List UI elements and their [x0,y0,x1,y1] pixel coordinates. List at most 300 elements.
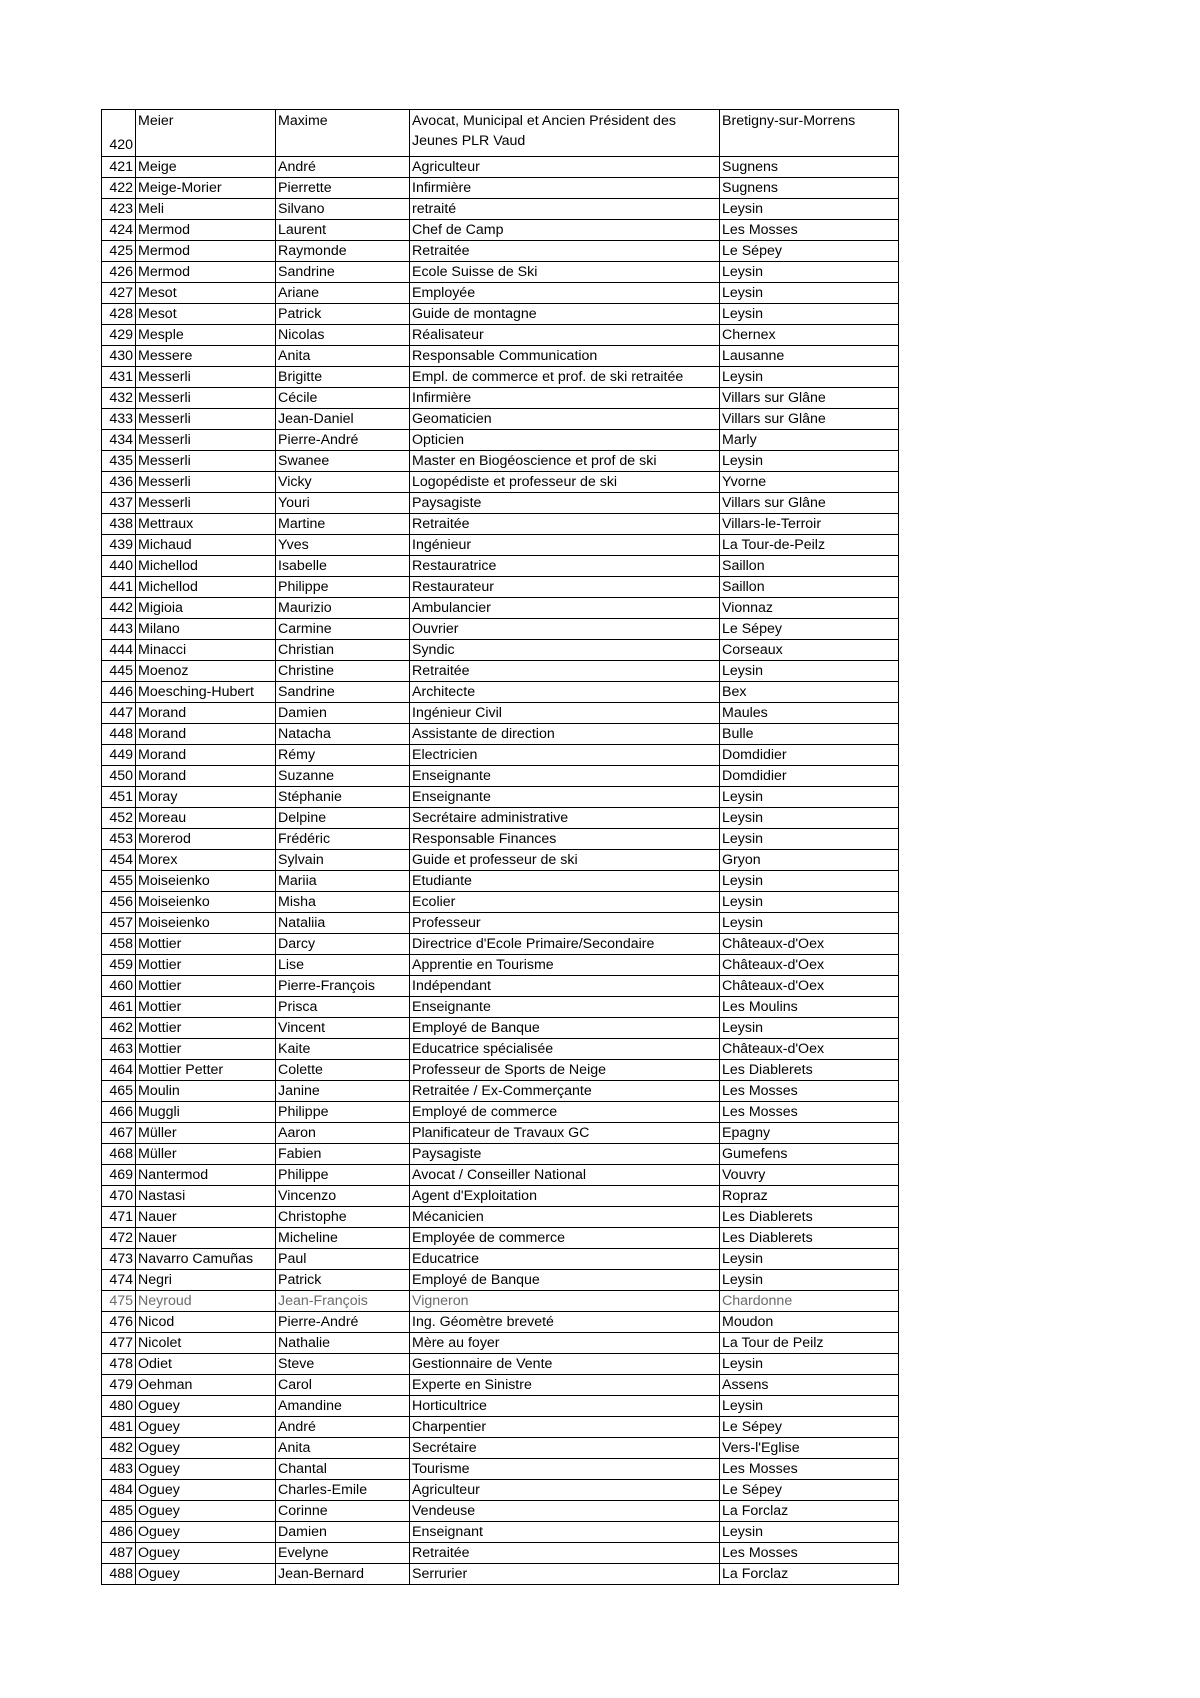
locality-cell: Leysin [720,871,899,892]
profession-cell: retraité [410,199,720,220]
profession-cell: Horticultrice [410,1396,720,1417]
row-number-cell: 457 [102,913,136,934]
first-name-cell: Sandrine [276,262,410,283]
row-number-cell: 452 [102,808,136,829]
table-row [102,535,899,556]
locality-cell: Le Sépey [720,619,899,640]
row-number-cell: 432 [102,388,136,409]
locality-cell: Bex [720,682,899,703]
profession-cell: Mécanicien [410,1207,720,1228]
row-number-cell: 464 [102,1060,136,1081]
first-name-cell: Philippe [276,577,410,598]
locality-cell: Les Diablerets [720,1207,899,1228]
first-name-cell: Amandine [276,1396,410,1417]
locality-cell: Le Sépey [720,1417,899,1438]
last-name-cell: Oguey [136,1564,276,1585]
table-row [102,724,899,745]
locality-cell: Leysin [720,1522,899,1543]
row-number-cell: 469 [102,1165,136,1186]
locality-cell: Leysin [720,451,899,472]
last-name-cell: Navarro Camuñas [136,1249,276,1270]
locality-cell: Leysin [720,1249,899,1270]
table-row [102,913,899,934]
table-row [102,1165,899,1186]
row-number-cell: 447 [102,703,136,724]
last-name-cell: Oguey [136,1438,276,1459]
table-row [102,1039,899,1060]
first-name-cell: Jean-Daniel [276,409,410,430]
first-name-cell: Pierre-André [276,430,410,451]
table-row [102,262,899,283]
row-number-cell: 476 [102,1312,136,1333]
row-number-cell: 437 [102,493,136,514]
locality-cell: Leysin [720,787,899,808]
row-number-cell: 467 [102,1123,136,1144]
profession-cell: Indépendant [410,976,720,997]
profession-cell: Employée de commerce [410,1228,720,1249]
table-row [102,1396,899,1417]
last-name-cell: Mermod [136,262,276,283]
profession-cell: Planificateur de Travaux GC [410,1123,720,1144]
last-name-cell: Milano [136,619,276,640]
row-number-cell: 465 [102,1081,136,1102]
first-name-cell: Aaron [276,1123,410,1144]
first-name-cell: Laurent [276,220,410,241]
profession-cell: Chef de Camp [410,220,720,241]
locality-cell: Vers-l'Eglise [720,1438,899,1459]
last-name-cell: Messerli [136,367,276,388]
last-name-cell: Moreau [136,808,276,829]
profession-cell: Retraitée / Ex-Commerçante [410,1081,720,1102]
profession-cell: Ecolier [410,892,720,913]
table-row [102,1207,899,1228]
row-number-cell: 453 [102,829,136,850]
first-name-cell: Pierre-André [276,1312,410,1333]
first-name-cell: Swanee [276,451,410,472]
first-name-cell: Janine [276,1081,410,1102]
table-row [102,1186,899,1207]
profession-cell: Ingénieur [410,535,720,556]
first-name-cell: Patrick [276,304,410,325]
row-number-cell: 484 [102,1480,136,1501]
table-row [102,241,899,262]
profession-cell: Retraitée [410,661,720,682]
row-number-cell: 461 [102,997,136,1018]
profession-cell: Assistante de direction [410,724,720,745]
locality-cell: Le Sépey [720,1480,899,1501]
locality-cell: Leysin [720,262,899,283]
table-row [102,1060,899,1081]
row-number-cell: 463 [102,1039,136,1060]
profession-cell: Retraitée [410,1543,720,1564]
locality-cell: La Tour-de-Peilz [720,535,899,556]
profession-cell: Educatrice spécialisée [410,1039,720,1060]
locality-cell: Les Mosses [720,1459,899,1480]
last-name-cell: Oguey [136,1522,276,1543]
locality-cell: Leysin [720,283,899,304]
row-number-cell: 487 [102,1543,136,1564]
last-name-cell: Moiseienko [136,892,276,913]
table-row [102,1375,899,1396]
table-row [102,1102,899,1123]
profession-cell: Vigneron [410,1291,720,1312]
last-name-cell: Mottier [136,934,276,955]
last-name-cell: Morerod [136,829,276,850]
table-row [102,1081,899,1102]
profession-cell: Restauratrice [410,556,720,577]
profession-cell: Logopédiste et professeur de ski [410,472,720,493]
last-name-cell: Moray [136,787,276,808]
locality-cell: Gumefens [720,1144,899,1165]
row-number-cell: 481 [102,1417,136,1438]
table-row [102,598,899,619]
table-row [102,1501,899,1522]
first-name-cell: Vicky [276,472,410,493]
last-name-cell: Morand [136,766,276,787]
table-row [102,1312,899,1333]
table-row [102,493,899,514]
last-name-cell: Mottier [136,976,276,997]
table-row [102,1459,899,1480]
last-name-cell: Morex [136,850,276,871]
row-number-cell: 440 [102,556,136,577]
table-row [102,325,899,346]
profession-cell: Employée [410,283,720,304]
last-name-cell: Mottier [136,1018,276,1039]
locality-cell: Domdidier [720,745,899,766]
first-name-cell: Pierre-François [276,976,410,997]
locality-cell: Les Diablerets [720,1228,899,1249]
last-name-cell: Messerli [136,409,276,430]
last-name-cell: Moiseienko [136,871,276,892]
row-number-cell: 429 [102,325,136,346]
row-number-cell: 449 [102,745,136,766]
table-row [102,110,899,157]
table-row [102,682,899,703]
locality-cell: Vionnaz [720,598,899,619]
locality-cell: Leysin [720,1396,899,1417]
table-row [102,661,899,682]
first-name-cell: Maurizio [276,598,410,619]
table-row [102,955,899,976]
locality-cell: Leysin [720,1270,899,1291]
last-name-cell: Mottier [136,955,276,976]
profession-cell: Restaurateur [410,577,720,598]
first-name-cell: Micheline [276,1228,410,1249]
locality-cell: Leysin [720,367,899,388]
table-row [102,1522,899,1543]
first-name-cell: Damien [276,703,410,724]
locality-cell: Les Mosses [720,1081,899,1102]
last-name-cell: Moesching-Hubert [136,682,276,703]
first-name-cell: Chantal [276,1459,410,1480]
locality-cell: Bulle [720,724,899,745]
profession-cell: Avocat, Municipal et Ancien Président des Jeunes PLR Vaud [410,110,720,157]
row-number-cell: 462 [102,1018,136,1039]
row-number-cell: 441 [102,577,136,598]
locality-cell: La Tour de Peilz [720,1333,899,1354]
last-name-cell: Messerli [136,472,276,493]
table-row [102,1249,899,1270]
table-row [102,430,899,451]
profession-cell: Secrétaire administrative [410,808,720,829]
profession-cell: Ing. Géomètre breveté [410,1312,720,1333]
last-name-cell: Michaud [136,535,276,556]
table-row [102,640,899,661]
table-row [102,976,899,997]
last-name-cell: Meige [136,157,276,178]
profession-cell: Empl. de commerce et prof. de ski retraitée [410,367,720,388]
first-name-cell: André [276,1417,410,1438]
last-name-cell: Messerli [136,430,276,451]
last-name-cell: Messerli [136,451,276,472]
last-name-cell: Oguey [136,1501,276,1522]
table-row [102,199,899,220]
profession-cell: Paysagiste [410,493,720,514]
table-row [102,871,899,892]
locality-cell: Les Mosses [720,1543,899,1564]
locality-cell: Châteaux-d'Oex [720,1039,899,1060]
row-number-cell: 426 [102,262,136,283]
last-name-cell: Oguey [136,1459,276,1480]
first-name-cell: Charles-Emile [276,1480,410,1501]
row-number-cell: 459 [102,955,136,976]
row-number-cell: 428 [102,304,136,325]
table-row [102,703,899,724]
profession-cell: Réalisateur [410,325,720,346]
profession-cell: Etudiante [410,871,720,892]
locality-cell: Châteaux-d'Oex [720,955,899,976]
first-name-cell: Vincent [276,1018,410,1039]
profession-cell: Charpentier [410,1417,720,1438]
first-name-cell: Christophe [276,1207,410,1228]
locality-cell: Chardonne [720,1291,899,1312]
locality-cell: Leysin [720,808,899,829]
profession-cell: Educatrice [410,1249,720,1270]
locality-cell: Yvorne [720,472,899,493]
locality-cell: Sugnens [720,178,899,199]
last-name-cell: Meier [136,110,276,157]
row-number-cell: 435 [102,451,136,472]
profession-cell: Tourisme [410,1459,720,1480]
first-name-cell: Kaite [276,1039,410,1060]
locality-cell: Domdidier [720,766,899,787]
row-number-cell: 424 [102,220,136,241]
profession-cell: Master en Biogéoscience et prof de ski [410,451,720,472]
row-number-cell: 454 [102,850,136,871]
table-row [102,1480,899,1501]
row-number-cell: 420 [102,110,136,157]
profession-cell: Enseignante [410,766,720,787]
table-row [102,556,899,577]
first-name-cell: Silvano [276,199,410,220]
locality-cell: Villars sur Glâne [720,409,899,430]
last-name-cell: Morand [136,745,276,766]
profession-cell: Apprentie en Tourisme [410,955,720,976]
profession-cell: Employé de commerce [410,1102,720,1123]
profession-cell: Secrétaire [410,1438,720,1459]
row-number-cell: 477 [102,1333,136,1354]
profession-cell: Avocat / Conseiller National [410,1165,720,1186]
first-name-cell: Yves [276,535,410,556]
last-name-cell: Mesot [136,283,276,304]
table-row [102,745,899,766]
table-row [102,1543,899,1564]
row-number-cell: 433 [102,409,136,430]
first-name-cell: Carol [276,1375,410,1396]
profession-cell: Retraitée [410,514,720,535]
first-name-cell: Prisca [276,997,410,1018]
row-number-cell: 460 [102,976,136,997]
row-number-cell: 450 [102,766,136,787]
table-row [102,766,899,787]
row-number-cell: 482 [102,1438,136,1459]
profession-cell: Guide de montagne [410,304,720,325]
locality-cell: Les Moulins [720,997,899,1018]
last-name-cell: Mottier [136,997,276,1018]
last-name-cell: Nicolet [136,1333,276,1354]
last-name-cell: Moiseienko [136,913,276,934]
first-name-cell: Anita [276,346,410,367]
last-name-cell: Nicod [136,1312,276,1333]
profession-cell: Architecte [410,682,720,703]
row-number-cell: 451 [102,787,136,808]
locality-cell: Epagny [720,1123,899,1144]
row-number-cell: 480 [102,1396,136,1417]
profession-cell: Responsable Communication [410,346,720,367]
profession-cell: Agriculteur [410,157,720,178]
first-name-cell: Damien [276,1522,410,1543]
first-name-cell: Youri [276,493,410,514]
first-name-cell: Mariia [276,871,410,892]
members-table-body [102,110,899,1585]
locality-cell: Marly [720,430,899,451]
last-name-cell: Mesple [136,325,276,346]
row-number-cell: 431 [102,367,136,388]
locality-cell: Assens [720,1375,899,1396]
locality-cell: Châteaux-d'Oex [720,934,899,955]
locality-cell: Leysin [720,1018,899,1039]
last-name-cell: Migioia [136,598,276,619]
row-number-cell: 474 [102,1270,136,1291]
locality-cell: Sugnens [720,157,899,178]
profession-cell: Responsable Finances [410,829,720,850]
row-number-cell: 473 [102,1249,136,1270]
last-name-cell: Messerli [136,493,276,514]
table-row [102,157,899,178]
row-number-cell: 488 [102,1564,136,1585]
first-name-cell: Sandrine [276,682,410,703]
row-number-cell: 470 [102,1186,136,1207]
table-row [102,451,899,472]
locality-cell: Ropraz [720,1186,899,1207]
profession-cell: Enseignante [410,997,720,1018]
profession-cell: Vendeuse [410,1501,720,1522]
last-name-cell: Oguey [136,1543,276,1564]
locality-cell: Bretigny-sur-Morrens [720,110,899,157]
last-name-cell: Michellod [136,577,276,598]
first-name-cell: Nataliia [276,913,410,934]
first-name-cell: Ariane [276,283,410,304]
locality-cell: Leysin [720,1354,899,1375]
table-row [102,787,899,808]
row-number-cell: 425 [102,241,136,262]
row-number-cell: 439 [102,535,136,556]
table-row [102,472,899,493]
profession-cell: Ouvrier [410,619,720,640]
locality-cell: Villars sur Glâne [720,493,899,514]
row-number-cell: 421 [102,157,136,178]
table-row [102,1417,899,1438]
table-row [102,892,899,913]
row-number-cell: 455 [102,871,136,892]
last-name-cell: Oehman [136,1375,276,1396]
last-name-cell: Messere [136,346,276,367]
row-number-cell: 456 [102,892,136,913]
last-name-cell: Meige-Morier [136,178,276,199]
row-number-cell: 486 [102,1522,136,1543]
table-row [102,514,899,535]
first-name-cell: Fabien [276,1144,410,1165]
last-name-cell: Neyroud [136,1291,276,1312]
locality-cell: Le Sépey [720,241,899,262]
row-number-cell: 438 [102,514,136,535]
row-number-cell: 443 [102,619,136,640]
row-number-cell: 445 [102,661,136,682]
table-row [102,1354,899,1375]
first-name-cell: Jean-Bernard [276,1564,410,1585]
profession-cell: Agent d'Exploitation [410,1186,720,1207]
table-row [102,367,899,388]
locality-cell: Villars sur Glâne [720,388,899,409]
table-row [102,808,899,829]
first-name-cell: Frédéric [276,829,410,850]
profession-cell: Geomaticien [410,409,720,430]
last-name-cell: Nantermod [136,1165,276,1186]
locality-cell: Moudon [720,1312,899,1333]
profession-cell: Enseignant [410,1522,720,1543]
row-number-cell: 423 [102,199,136,220]
profession-cell: Directrice d'Ecole Primaire/Secondaire [410,934,720,955]
first-name-cell: Pierrette [276,178,410,199]
locality-cell: Leysin [720,913,899,934]
first-name-cell: Sylvain [276,850,410,871]
table-row [102,829,899,850]
table-row [102,220,899,241]
members-table [101,109,899,1585]
first-name-cell: Paul [276,1249,410,1270]
table-row [102,346,899,367]
profession-cell: Professeur de Sports de Neige [410,1060,720,1081]
last-name-cell: Nauer [136,1207,276,1228]
first-name-cell: Colette [276,1060,410,1081]
first-name-cell: Jean-François [276,1291,410,1312]
table-row [102,934,899,955]
locality-cell: Châteaux-d'Oex [720,976,899,997]
row-number-cell: 468 [102,1144,136,1165]
last-name-cell: Oguey [136,1417,276,1438]
table-row [102,409,899,430]
table-row [102,1438,899,1459]
profession-cell: Experte en Sinistre [410,1375,720,1396]
first-name-cell: Anita [276,1438,410,1459]
first-name-cell: André [276,157,410,178]
locality-cell: Les Mosses [720,220,899,241]
last-name-cell: Meli [136,199,276,220]
last-name-cell: Mottier Petter [136,1060,276,1081]
first-name-cell: Philippe [276,1165,410,1186]
locality-cell: Gryon [720,850,899,871]
